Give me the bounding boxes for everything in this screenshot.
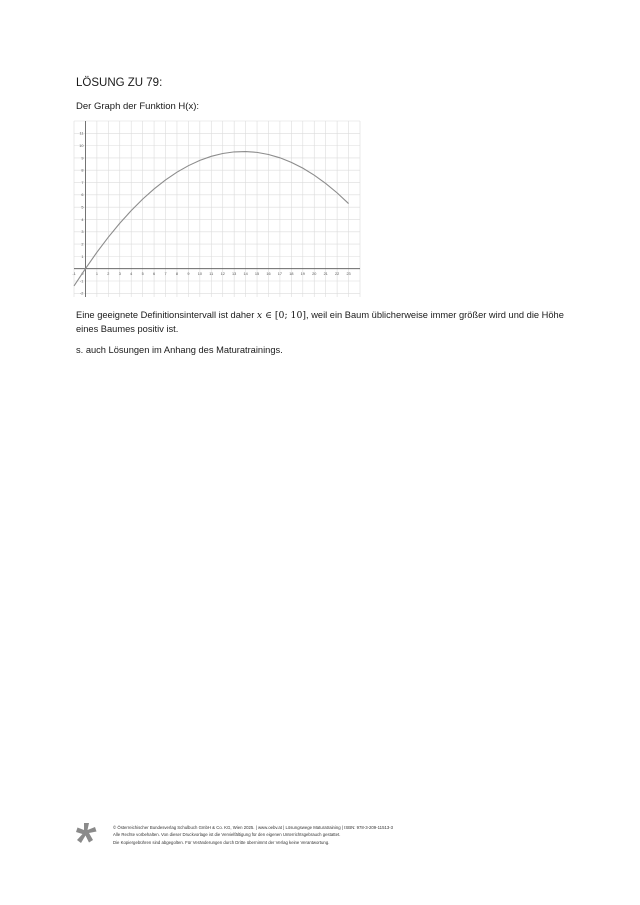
footer-rights: Alle Rechte vorbehalten. Von dieser Druckvorlage ist die Vervielfältigung für den eigenen Unterrichtsgebrauch gestattet.: [113, 832, 341, 838]
x-tick-label: 17: [277, 272, 283, 277]
x-tick-label: 1: [95, 272, 98, 277]
x-tick-label: 20: [312, 272, 317, 277]
x-tick-label: 6: [153, 272, 156, 277]
x-tick-label: 18: [289, 272, 294, 277]
x-tick-label: 14: [243, 272, 248, 277]
x-tick-label: 7: [164, 272, 167, 277]
x-tick-label: 3: [118, 272, 121, 277]
x-tick-label: 21: [323, 272, 328, 277]
y-tick-label: 10: [79, 144, 84, 149]
axes: [74, 121, 360, 297]
interval-formula: [257, 310, 306, 321]
appendix-note: s. auch Lösungen im Anhang des Maturatrainings.: [76, 345, 283, 355]
function-graph: [74, 121, 360, 297]
publisher-logo-icon: [74, 822, 100, 846]
y-tick-label: 11: [79, 131, 84, 136]
x-tick-label: 5: [141, 272, 144, 277]
interval-expression: ∈ [0; 10]: [262, 310, 307, 321]
footer-disclaimer: Die Kopiergebühren sind abgegolten. Für Veränderungen durch Dritte übernimmt der Verlag keine Verantwortung.: [113, 839, 330, 845]
answer-paragraph: [76, 309, 576, 336]
y-tick-label: 1: [81, 254, 84, 259]
x-tick-label: 12: [220, 272, 225, 277]
x-tick-label: 8: [175, 272, 179, 277]
y-tick-label: 4: [81, 217, 84, 222]
x-tick-label: 9: [187, 272, 190, 277]
x-tick-label: 4: [130, 272, 133, 277]
y-tick-label: -2: [80, 291, 84, 296]
y-tick-label: 2: [81, 242, 84, 247]
graph-intro: Der Graph der Funktion H(x):: [76, 101, 200, 112]
interval-variable: x: [256, 310, 263, 321]
x-tick-label: 13: [232, 272, 237, 277]
footer-copyright: © Österreichischer Bundesverlag Schulbuch GmbH & Co. KG, Wien 2025. | www.oebv.at | Lösungswege Maturatraining | ISBN: 978-3-209-11513-3: [113, 825, 394, 830]
grid-lines: [74, 121, 360, 297]
x-tick-label: 16: [266, 272, 271, 277]
x-tick-label: -1: [72, 272, 76, 277]
y-tick-label: 6: [81, 193, 84, 198]
x-tick-label: 15: [254, 272, 260, 277]
x-tick-label: 2: [107, 272, 110, 277]
x-tick-label: 22: [335, 272, 340, 277]
y-tick-label: 5: [81, 205, 84, 210]
answer-text-end: , weil ein Baum üblicherweise immer größer wird und die Höhe eines Baumes positiv ist.: [76, 310, 564, 334]
origin-label: 0: [81, 272, 84, 277]
y-tick-label: 7: [81, 180, 84, 185]
y-tick-label: -1: [80, 279, 84, 284]
x-tick-label: 11: [209, 272, 214, 277]
x-tick-label: 19: [300, 272, 305, 277]
page-title: LÖSUNG ZU 79:: [76, 77, 163, 89]
y-tick-label: 8: [81, 168, 84, 173]
x-tick-label: 10: [197, 272, 202, 277]
footer: [113, 824, 393, 846]
y-tick-label: 3: [81, 230, 84, 235]
y-tick-label: 9: [81, 156, 84, 161]
x-tick-label: 23: [346, 272, 351, 277]
answer-text-start: Eine geeignete Definitionsintervall ist daher: [76, 310, 257, 320]
